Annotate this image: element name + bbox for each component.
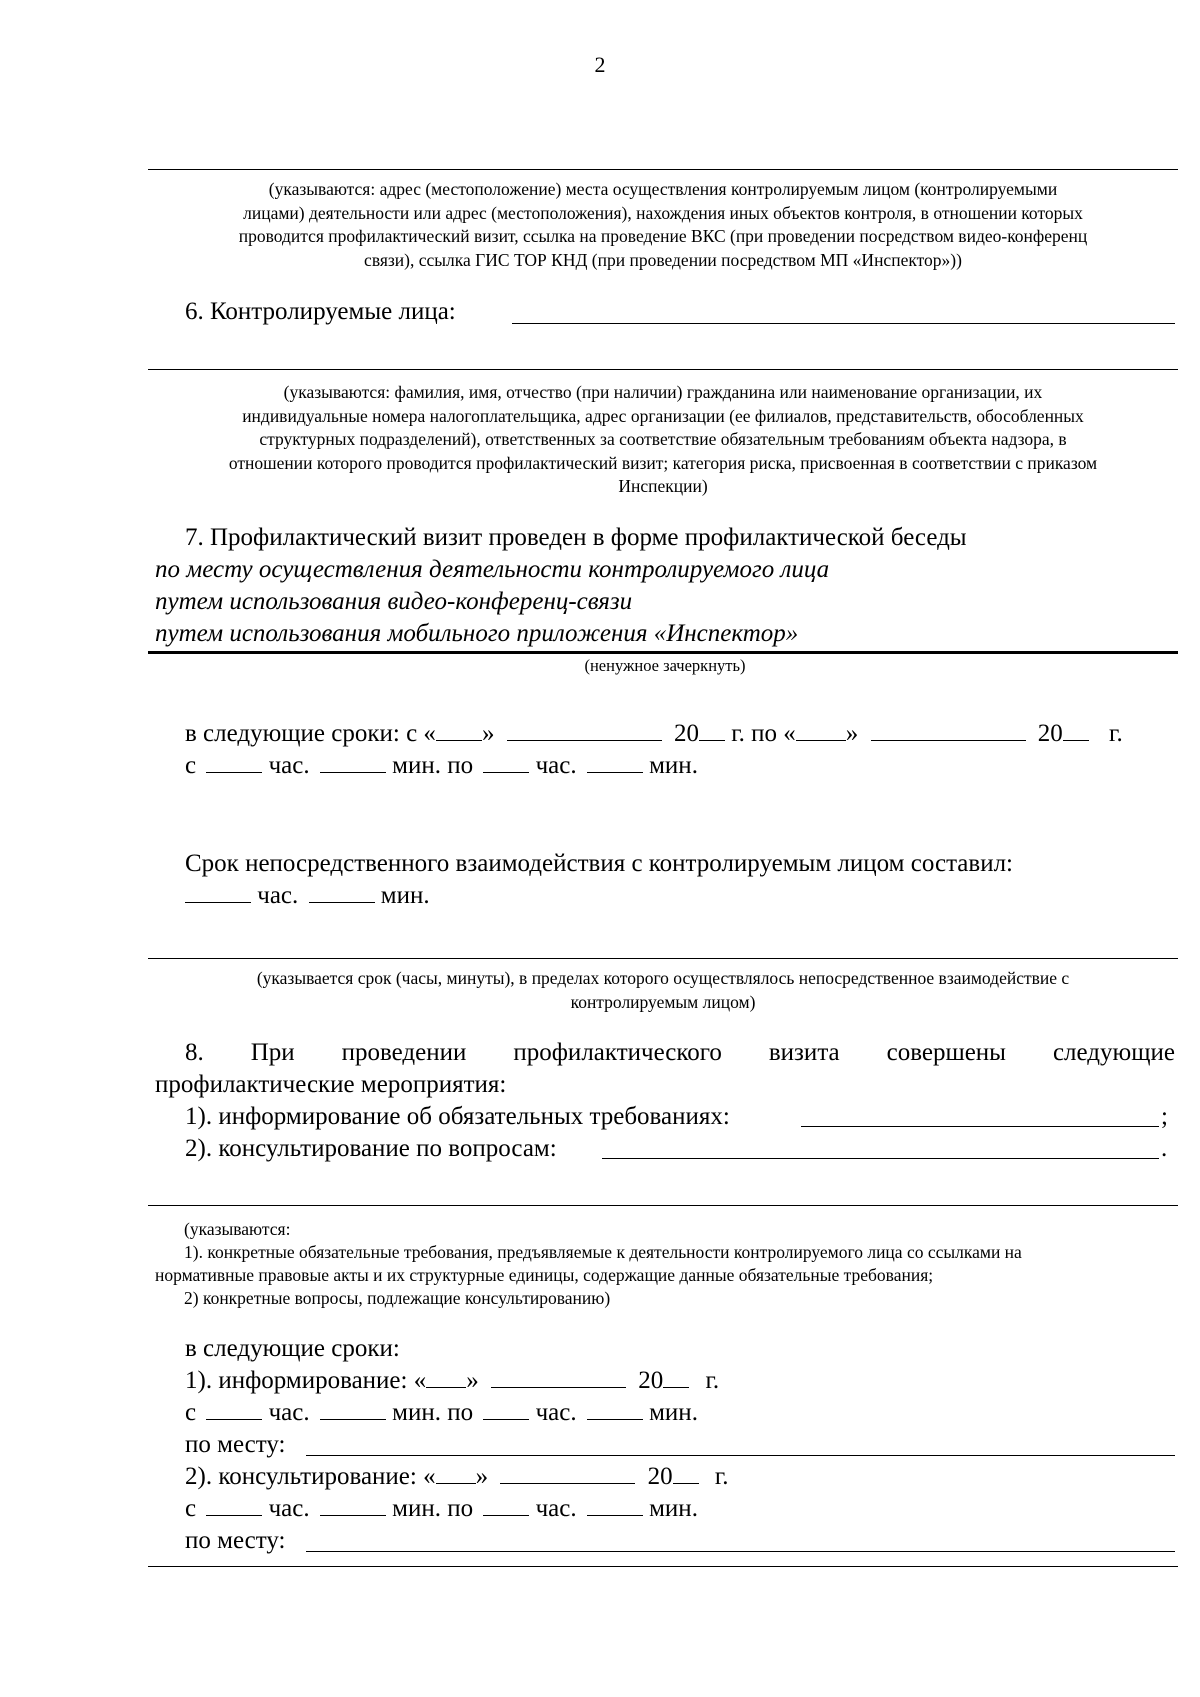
requirements-note-head: (указываются: (184, 1219, 291, 1239)
item7-title: 7. Профилактический визит проведен в форме профилактической беседы (185, 524, 967, 551)
schedule-consulting-time: с час. мин. по час. мин. (185, 1495, 698, 1522)
consulting-day-field[interactable] (436, 1462, 476, 1484)
dates-line: в следующие сроки: с « » 20 г. по « » 20 г. (185, 720, 1123, 747)
item6-input-line[interactable] (512, 323, 1175, 324)
minute-from-field[interactable] (320, 751, 386, 773)
times-line: с час. мин. по час. мин. (185, 752, 698, 779)
informing-hour-to-field[interactable] (483, 1398, 529, 1420)
interaction-label: Срок непосредственного взаимодействия с контролируемым лицом составил: (185, 850, 1014, 877)
requirements-note-item1-cont: нормативные правовые акты и их структурные единицы, содержащие данные обязательные требования; (155, 1265, 934, 1285)
consulting-minute-from-field[interactable] (320, 1494, 386, 1516)
item7-option-vks[interactable]: путем использования видео-конференц-связи (155, 588, 633, 615)
schedule-label: в следующие сроки: (185, 1335, 400, 1362)
bottom-rule (148, 1566, 1178, 1567)
informing-minute-to-field[interactable] (587, 1398, 643, 1420)
schedule-consulting-place-label: по месту: (185, 1527, 286, 1554)
consulting-place-field[interactable] (306, 1551, 1175, 1552)
consulting-hour-from-field[interactable] (206, 1494, 262, 1516)
item8-informing-field[interactable] (801, 1126, 1159, 1127)
informing-month-field[interactable] (491, 1366, 626, 1388)
consulting-month-field[interactable] (500, 1462, 635, 1484)
interaction-line[interactable] (148, 958, 1178, 959)
item7-option-onsite[interactable]: по месту осуществления деятельности контролируемого лица (155, 556, 830, 583)
item8-informing-end: ; (1161, 1103, 1168, 1130)
informing-place-field[interactable] (306, 1455, 1175, 1456)
month-to-field[interactable] (871, 719, 1026, 741)
interaction-hours-field[interactable] (185, 881, 251, 903)
schedule-consulting-date: 2). консультирование: « » 20 г. (185, 1463, 729, 1490)
consulting-year-field[interactable] (673, 1462, 699, 1484)
minute-to-field[interactable] (587, 751, 643, 773)
informing-year-field[interactable] (663, 1366, 689, 1388)
item6-continuation-line[interactable] (148, 369, 1178, 370)
item8-consulting-end: . (1161, 1135, 1168, 1162)
year-from-field[interactable] (699, 719, 725, 741)
item8-informing: 1). информирование об обязательных требованиях: (185, 1103, 730, 1130)
item8-first-line: 8. При проведении профилактического визита совершены следующие (185, 1039, 1175, 1066)
item7-option-mobile-app[interactable]: путем использования мобильного приложения «Инспектор» (155, 620, 799, 647)
item8-consulting-field[interactable] (602, 1158, 1159, 1159)
hour-from-field[interactable] (206, 751, 262, 773)
persons-note: (указываются: фамилия, имя, отчество (при наличии) гражданина или наименование организации, их индивидуальные номера налогоплательщика, адрес организации (ее филиалов, представительств, обособленных структурных подразделений), ответственных за соответствие обязательным требованиям объекта надзора, в отношении которого проводится профилактический визит; категория риска, присвоенная в соответствии с приказом Инспекции) (228, 382, 1098, 496)
day-from-field[interactable] (436, 719, 482, 741)
item8-consulting: 2). консультирование по вопросам: (185, 1135, 557, 1162)
page-number: 2 (594, 52, 606, 77)
interaction-minutes-field[interactable] (309, 881, 375, 903)
schedule-informing-time: с час. мин. по час. мин. (185, 1399, 698, 1426)
informing-minute-from-field[interactable] (320, 1398, 386, 1420)
informing-day-field[interactable] (426, 1366, 466, 1388)
interaction-duration: час. мин. (185, 880, 430, 912)
strike-note: (ненужное зачеркнуть) (584, 656, 746, 675)
month-from-field[interactable] (507, 719, 662, 741)
informing-hour-from-field[interactable] (206, 1398, 262, 1420)
requirements-line[interactable] (148, 1205, 1178, 1206)
schedule-informing-date: 1). информирование: « » 20 г. (185, 1367, 720, 1394)
year-to-field[interactable] (1063, 719, 1089, 741)
address-note: (указываются: адрес (местоположение) места осуществления контролируемым лицом (контролируемыми лицами) деятельности или адрес (местоположения), нахождения иных объектов контроля, в отношении которых проводится профилактический визит, ссылка на проведение ВКС (при проведении посредством видео-конференц связи), ссылка ГИС ТОР КНД (при проведении посредством МП «Инспектор»)) (238, 179, 1088, 270)
requirements-note-item1: 1). конкретные обязательные требования, предъявляемые к деятельности контролируемого лица со ссылками на (184, 1242, 1022, 1262)
address-line[interactable] (148, 169, 1178, 170)
item8-second-line: профилактические мероприятия: (155, 1071, 507, 1098)
hour-to-field[interactable] (483, 751, 529, 773)
requirements-note-item2: 2) конкретные вопросы, подлежащие консультированию) (184, 1288, 611, 1308)
day-to-field[interactable] (796, 719, 846, 741)
schedule-informing-place-label: по месту: (185, 1431, 286, 1458)
consulting-hour-to-field[interactable] (483, 1494, 529, 1516)
interaction-note: (указывается срок (часы, минуты), в пределах которого осуществлялось непосредственное взаимодействие с контролируемым лицом) (256, 968, 1070, 1012)
consulting-minute-to-field[interactable] (587, 1494, 643, 1516)
item6-label: 6. Контролируемые лица: (185, 298, 456, 325)
